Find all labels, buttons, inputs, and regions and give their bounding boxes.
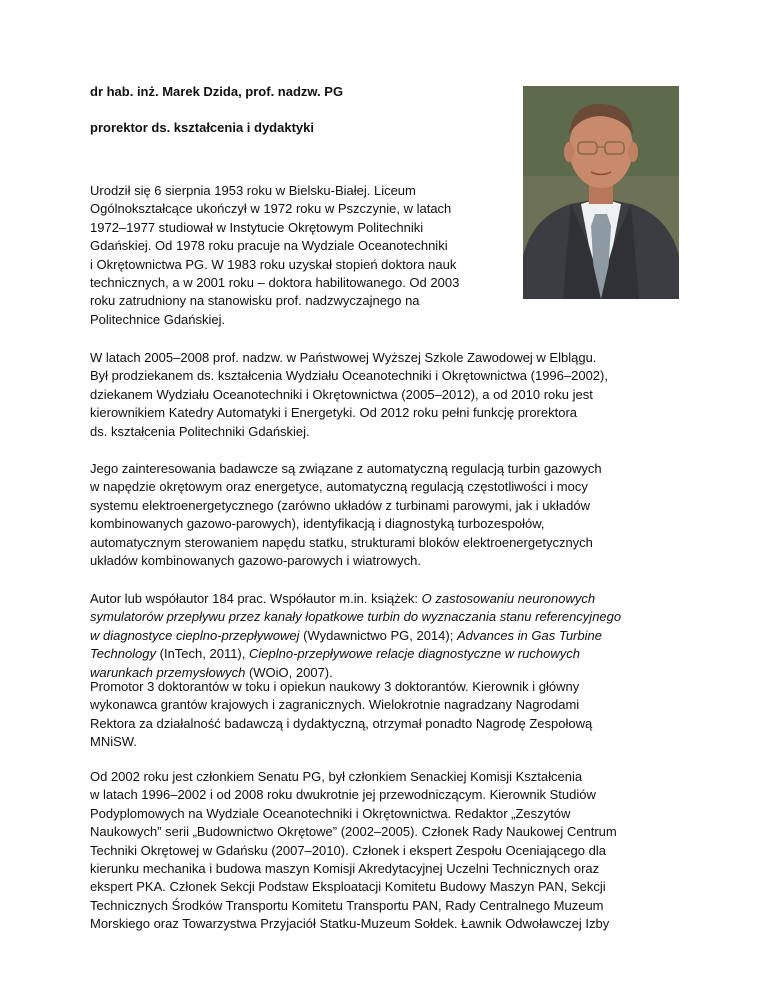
text-line: i Okrętownictwa PG. W 1983 roku uzyskał stopień doktora nauk	[90, 256, 457, 272]
text-line: 1972–1977 studiował w Instytucie Okrętowym Politechniki	[90, 219, 424, 235]
book-title: w diagnostyce cieplno-przepływowej	[90, 627, 300, 643]
book-title: Technology	[90, 646, 157, 662]
text-line: Morskiego oraz Towarzystwa Przyjaciół Statku-Muzeum Sołdek. Ławnik Odwoławczej Izby	[90, 916, 610, 932]
text-line: MNiSW.	[90, 734, 137, 750]
text-line: Techniki Okrętowej w Gdańsku (2007–2010). Członek i ekspert Zespołu Oceniającego dla	[90, 842, 606, 858]
text-line: dziekanem Wydziału Oceanotechniki i Okrętownictwa (2005–2012), a od 2010 roku jest	[90, 386, 593, 402]
text-line: ds. kształcenia Politechniki Gdańskiej.	[90, 423, 310, 439]
text-plain: (WOiO, 2007).	[245, 664, 333, 680]
text-line	[90, 590, 690, 608]
text-line: Politechnice Gdańskiej.	[90, 311, 226, 327]
position-subheading: prorektor ds. kształcenia i dydaktyki	[90, 120, 314, 135]
text-line: Ogólnokształcące ukończył w 1972 roku w Pszczynie, w latach	[90, 201, 452, 217]
book-title: symulatorów przepływu przez kanały łopatkowe turbin do wyznaczania stanu referencyjnego	[90, 609, 622, 625]
paragraph-publications	[90, 590, 690, 682]
text-line: Rektora za działalność badawczą i dydaktyczną, otrzymał ponadto Nagrodę Zespołową	[90, 715, 593, 731]
text-line: Technicznych Środków Transportu Komitetu Transportu PAN, Rady Centralnego Muzeum	[90, 897, 604, 913]
text-line: wykonawca grantów krajowych i zagranicznych. Wielokrotnie nagradzany Nagrodami	[90, 697, 580, 713]
text-line: Urodził się 6 sierpnia 1953 roku w Bielsku-Białej. Liceum	[90, 183, 416, 198]
text-line: kierownikiem Katedry Automatyki i Energetyki. Od 2012 roku pełni funkcję prorektora	[90, 405, 578, 421]
text-line: układów kombinowanych gazowo-parowych i wiatrowych.	[90, 553, 421, 569]
text-line: w napędzie okrętowym oraz energetyce, automatyczną regulacją częstotliwości i mocy	[90, 479, 588, 495]
book-title: Advances in Gas Turbine	[456, 627, 602, 643]
text-line: systemu elektroenergetycznego (zarówno układów z turbinami parowymi, jak i układów	[90, 497, 591, 513]
text-plain: (InTech, 2011),	[156, 646, 249, 662]
paragraph-research-interests	[90, 460, 690, 570]
book-title: Cieplno-przepływowe relacje diagnostyczne w ruchowych	[249, 646, 580, 662]
text-line: automatycznym sterowaniem napędu statku, strukturami bloków elektroenergetycznych	[90, 534, 593, 550]
text-line: w latach 1996–2002 i od 2008 roku dwukrotnie jej przewodniczącym. Kierownik Studiów	[90, 787, 596, 803]
book-title: warunkach przemysłowych	[90, 664, 246, 680]
text-line: roku zatrudniony na stanowisku prof. nadzwyczajnego na	[90, 293, 420, 309]
text-line: Był prodziekanem ds. kształcenia Wydziału Oceanotechniki i Okrętownictwa (1996–2002),	[90, 368, 608, 384]
text-line	[90, 645, 690, 663]
text-line: kierunku mechanika i budowa maszyn Komisji Akredytacyjnej Uczelni Technicznych oraz	[90, 861, 600, 877]
text-line: Jego zainteresowania badawcze są związane z automatyczną regulacją turbin gazowych	[90, 461, 602, 476]
text-line: Naukowych” serii „Budownictwo Okrętowe” (2002–2005). Członek Rady Naukowej Centrum	[90, 824, 617, 840]
text-line: kombinowanych gazowo-parowych), identyfikacją i diagnostyką turbozespołów,	[90, 516, 545, 532]
paragraph-biography	[90, 182, 515, 329]
text-plain: Autor lub współautor 184 prac. Współautor m.in. książek:	[90, 591, 422, 606]
book-title: O zastosowaniu neuronowych	[421, 591, 596, 606]
text-line: W latach 2005–2008 prof. nadzw. w Państwowej Wyższej Szkole Zawodowej w Elblągu.	[90, 350, 597, 365]
text-line: Gdańskiej. Od 1978 roku pracuje na Wydziale Oceanotechniki	[90, 238, 448, 254]
portrait-photo	[523, 86, 679, 299]
text-line: Promotor 3 doktorantów w toku i opiekun naukowy 3 doktorantów. Kierownik i główny	[90, 679, 580, 694]
text-line	[90, 627, 690, 645]
paragraph-supervision-awards	[90, 678, 690, 752]
paragraph-career	[90, 349, 690, 441]
paragraph-memberships	[90, 768, 690, 934]
text-plain: (Wydawnictwo PG, 2014);	[299, 627, 457, 643]
person-name-heading: dr hab. inż. Marek Dzida, prof. nadzw. PG	[90, 84, 344, 99]
text-line: Podyplomowych na Wydziale Oceanotechniki i Okrętownictwa. Redaktor „Zeszytów	[90, 805, 571, 821]
text-line	[90, 608, 690, 626]
text-line: ekspert PKA. Członek Sekcji Podstaw Eksploatacji Komitetu Budowy Maszyn PAN, Sekcji	[90, 879, 606, 895]
text-line: technicznych, a w 2001 roku – doktora habilitowanego. Od 2003	[90, 275, 460, 291]
text-line: Od 2002 roku jest członkiem Senatu PG, był członkiem Senackiej Komisji Kształcenia	[90, 769, 583, 784]
